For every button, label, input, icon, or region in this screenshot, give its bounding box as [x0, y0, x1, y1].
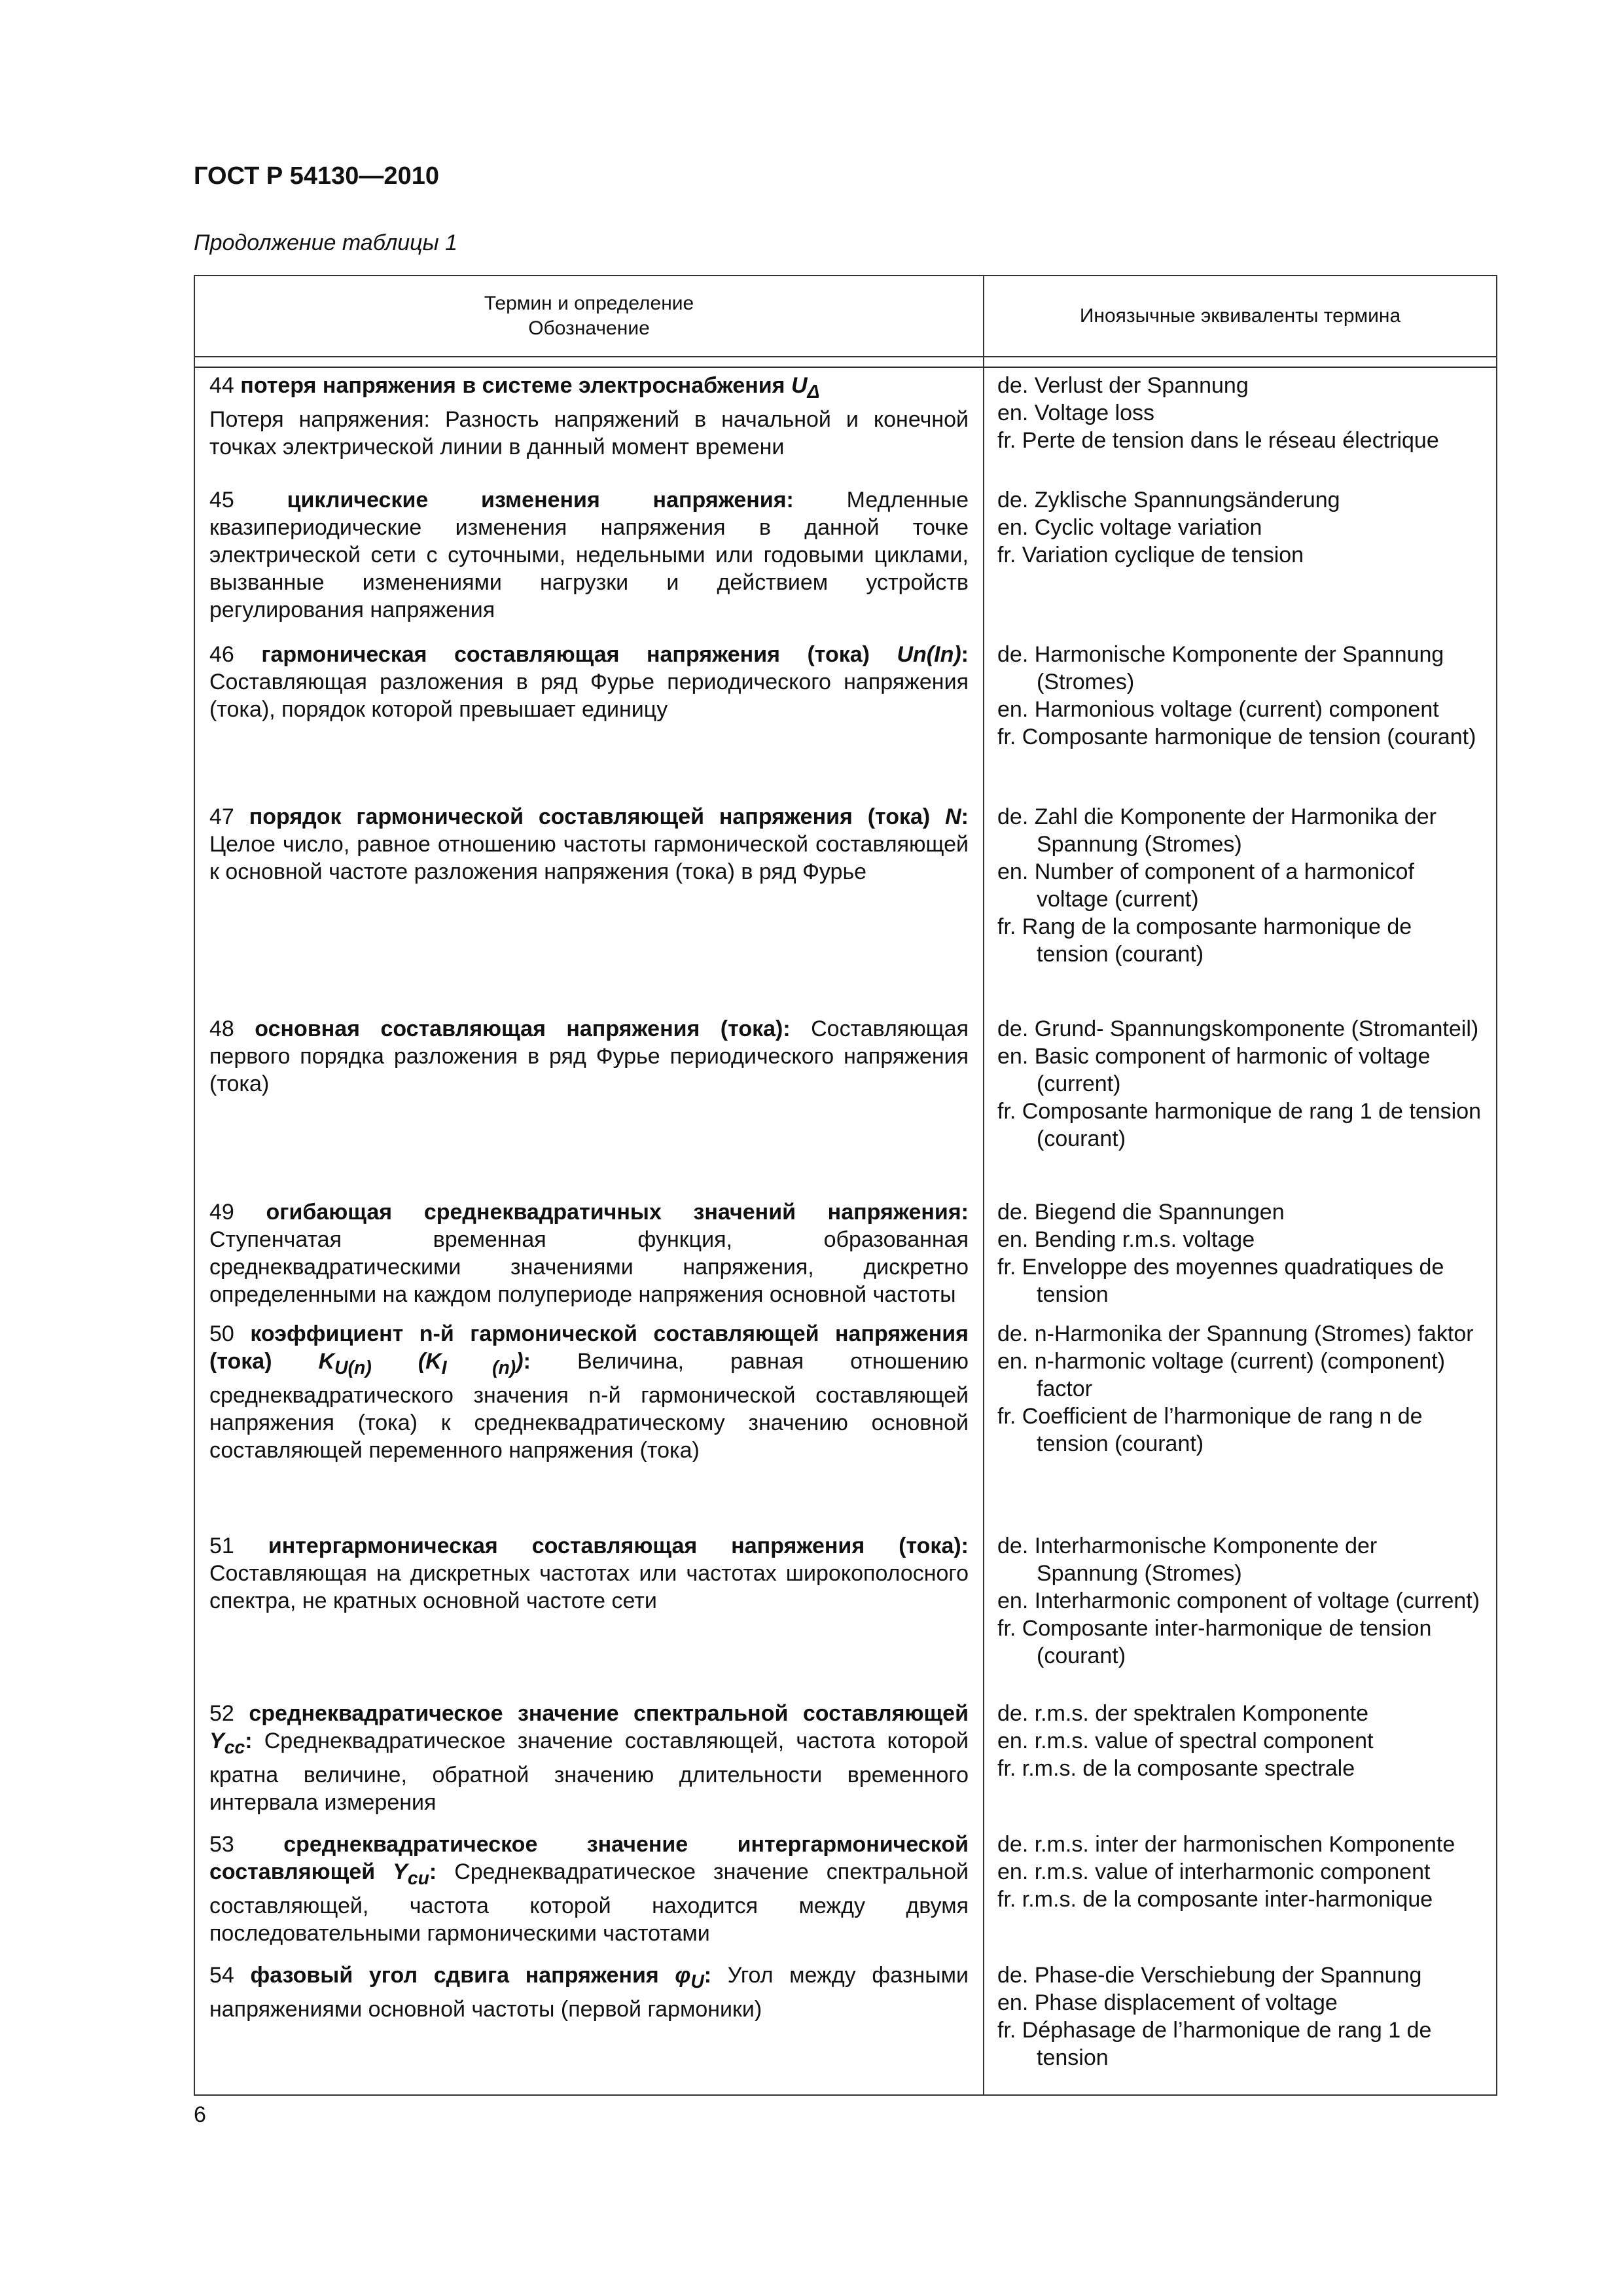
- term-header-line2: Обозначение: [528, 317, 650, 339]
- term-symbol-alt-close: ): [516, 1349, 524, 1374]
- equivalents-cell: [984, 367, 1497, 482]
- term-row: [194, 1011, 1497, 1194]
- foreign-equivalent: en. Interharmonic component of voltage (current): [997, 1588, 1480, 1613]
- term-colon: :: [704, 1963, 712, 1988]
- foreign-equivalent: de. Verlust der Spannung: [997, 373, 1249, 398]
- term-definition: Целое число, равное отношению частоты гармонической составляющей к основной частоте разложения напряжения (тока) в ряд Фурье: [209, 832, 969, 884]
- term-row: [194, 637, 1497, 799]
- term-definition: Угол между фазными напряжениями основной частоты (первой гармоники): [209, 1963, 969, 2022]
- equivalents-cell: [984, 1696, 1497, 1827]
- term-definition: Составляющая первого порядка разложения в ряд Фурье периодического напряжения (тока): [209, 1016, 969, 1096]
- equivalents-cell: [984, 1194, 1497, 1316]
- term-number: 46: [209, 642, 234, 667]
- term-row: [194, 1194, 1497, 1316]
- term-definition: Составляющая разложения в ряд Фурье периодического напряжения (тока), порядок которой превышает единицу: [209, 670, 969, 722]
- foreign-equivalent: de. r.m.s. inter der harmonischen Komponente: [997, 1832, 1455, 1857]
- term-row: [194, 482, 1497, 637]
- foreign-equivalent: fr. Perte de tension dans le réseau électrique: [997, 428, 1439, 453]
- foreign-equivalent: de. Interharmonische Komponente der Spannung (Stromes): [997, 1534, 1378, 1586]
- foreign-equivalent: en. Bending r.m.s. voltage: [997, 1227, 1255, 1252]
- term-symbol: Y: [393, 1859, 408, 1884]
- term-row: [194, 367, 1497, 482]
- term-name: основная составляющая напряжения (тока):: [255, 1016, 791, 1041]
- term-name: огибающая среднеквадратичных значений напряжения:: [266, 1200, 969, 1225]
- term-row: [194, 1316, 1497, 1528]
- term-cell: [194, 1958, 984, 2095]
- foreign-equivalent: de. Zyklische Spannungsänderung: [997, 488, 1340, 512]
- term-symbol: U: [791, 373, 808, 398]
- foreign-equivalent: fr. Coefficient de l’harmonique de rang n de tension (courant): [997, 1404, 1423, 1456]
- term-symbol-subscript: си: [407, 1867, 429, 1889]
- term-name: потеря напряжения в системе электроснабжения: [240, 373, 785, 398]
- equivalents-cell: [984, 482, 1497, 637]
- term-number: 54: [209, 1963, 234, 1988]
- table-body: [194, 367, 1497, 2095]
- foreign-equivalent: fr. r.m.s. de la composante spectrale: [997, 1756, 1355, 1781]
- equivalents-cell: [984, 1316, 1497, 1528]
- term-cell: [194, 1316, 984, 1528]
- foreign-equivalent: de. Zahl die Komponente der Harmonika der Spannung (Stromes): [997, 804, 1436, 857]
- term-row: [194, 1696, 1497, 1827]
- term-cell: [194, 799, 984, 1011]
- foreign-equivalent: en. Cyclic voltage variation: [997, 515, 1262, 540]
- term-symbol: φ: [675, 1963, 691, 1988]
- equivalents-cell: [984, 1958, 1497, 2095]
- term-cell: [194, 367, 984, 482]
- foreign-equivalent: fr. r.m.s. de la composante inter-harmonique: [997, 1887, 1433, 1912]
- term-name: коэффициент n-й гармонической составляющей напряжения (тока): [209, 1321, 969, 1374]
- term-symbol-subscript: Δ: [807, 381, 820, 403]
- foreign-equivalent: de. Phase-die Verschiebung der Spannung: [997, 1963, 1422, 1988]
- term-number: 49: [209, 1200, 234, 1225]
- page-number: 6: [194, 2102, 206, 2127]
- term-row: [194, 1958, 1497, 2095]
- foreign-equivalent: en. Number of component of a harmonicof voltage (current): [997, 859, 1414, 912]
- term-cell: [194, 1194, 984, 1316]
- term-symbol: K: [318, 1349, 335, 1374]
- term-definition: Потеря напряжения: Разность напряжений в начальной и конечной точках электрической линии в данный момент времени: [209, 406, 969, 459]
- foreign-equivalent: en. r.m.s. value of interharmonic component: [997, 1859, 1431, 1884]
- foreign-equivalent: en. r.m.s. value of spectral component: [997, 1729, 1374, 1753]
- foreign-equivalent: de. n-Harmonika der Spannung (Stromes) faktor: [997, 1321, 1474, 1346]
- foreign-equivalent: en. Harmonious voltage (current) component: [997, 697, 1439, 722]
- foreign-equivalent: de. Biegend die Spannungen: [997, 1200, 1285, 1225]
- term-colon: :: [245, 1729, 253, 1753]
- term-number: 53: [209, 1832, 234, 1857]
- term-cell: [194, 1696, 984, 1827]
- equivalents-cell: [984, 1827, 1497, 1958]
- equivalents-cell: [984, 1528, 1497, 1696]
- equivalents-cell: [984, 1011, 1497, 1194]
- term-name: среднеквадратическое значение спектральной составляющей: [249, 1701, 969, 1726]
- term-number: 52: [209, 1701, 234, 1726]
- term-name: среднеквадратическое значение интергармонической составляющей: [209, 1832, 969, 1884]
- term-definition: Медленные квазипериодические изменения напряжения в данной точке электрической сети с суточными, недельными или годовыми циклами, вызванные изменениями нагрузки и действием устройств регулирования напряжения: [209, 488, 969, 622]
- foreign-equivalent: fr. Enveloppe des moyennes quadratiques de tension: [997, 1255, 1444, 1307]
- header-separator: [194, 357, 984, 367]
- equivalents-column-header: Иноязычные эквиваленты термина: [984, 276, 1497, 357]
- header-separator: [984, 357, 1497, 367]
- terms-table: [194, 275, 1497, 2096]
- term-row: [194, 1528, 1497, 1696]
- term-column-header: [194, 276, 984, 357]
- foreign-equivalent: fr. Variation cyclique de tension: [997, 543, 1304, 567]
- foreign-equivalent: en. Basic component of harmonic of voltage (current): [997, 1044, 1431, 1096]
- term-cell: [194, 1011, 984, 1194]
- term-symbol-subscript: U(n): [334, 1357, 372, 1378]
- term-row: [194, 1827, 1497, 1958]
- term-symbol-alt: (K: [418, 1349, 442, 1374]
- term-name: циклические изменения напряжения:: [287, 488, 794, 512]
- term-name: порядок гармонической составляющей напряжения (тока): [249, 804, 931, 829]
- term-colon: :: [523, 1349, 531, 1374]
- term-header-line1: Термин и определение: [484, 293, 694, 314]
- foreign-equivalent: de. r.m.s. der spektralen Komponente: [997, 1701, 1368, 1726]
- term-definition: Среднеквадратическое значение спектральной составляющей, частота которой находится между двумя последовательными гармоническими частотами: [209, 1859, 969, 1946]
- term-colon: :: [961, 804, 969, 829]
- term-number: 50: [209, 1321, 234, 1346]
- foreign-equivalent: de. Harmonische Komponente der Spannung (Stromes): [997, 642, 1444, 694]
- term-number: 44: [209, 373, 234, 398]
- term-definition: Ступенчатая временная функция, образованная среднеквадратическими значениями напряжения, дискретно определенными на каждом полупериоде напряжения основной частоты: [209, 1227, 969, 1307]
- term-name: гармоническая составляющая напряжения (тока): [261, 642, 870, 667]
- table-continuation-caption: Продолжение таблицы 1: [194, 230, 457, 255]
- term-number: 47: [209, 804, 234, 829]
- term-row: [194, 799, 1497, 1011]
- term-definition: Составляющая на дискретных частотах или частотах широкополосного спектра, не кратных основной частоте сети: [209, 1561, 969, 1613]
- term-number: 45: [209, 488, 234, 512]
- term-name: интергармоническая составляющая напряжения (тока):: [268, 1534, 969, 1558]
- term-colon: :: [961, 642, 969, 667]
- term-symbol-alt-subscript: I (n): [441, 1357, 516, 1378]
- foreign-equivalent: en. Phase displacement of voltage: [997, 1990, 1338, 2015]
- term-cell: [194, 1528, 984, 1696]
- term-name: фазовый угол сдвига напряжения: [250, 1963, 659, 1988]
- term-symbol-subscript: U: [690, 1971, 704, 1992]
- term-number: 51: [209, 1534, 234, 1558]
- foreign-equivalent: en. Voltage loss: [997, 401, 1155, 425]
- term-cell: [194, 1827, 984, 1958]
- term-cell: [194, 637, 984, 799]
- term-symbol: N: [945, 804, 961, 829]
- foreign-equivalent: en. n-harmonic voltage (current) (component) factor: [997, 1349, 1446, 1401]
- foreign-equivalent: fr. Composante harmonique de rang 1 de tension (courant): [997, 1099, 1482, 1151]
- term-symbol: Y: [209, 1729, 224, 1753]
- equivalents-cell: [984, 799, 1497, 1011]
- term-definition: Величина, равная отношению среднеквадратического значения n-й гармонической составляющей напряжения (тока) к среднеквадратическому значению основной составляющей переменного напряжения (тока): [209, 1349, 969, 1463]
- foreign-equivalent: fr. Composante inter-harmonique de tension (courant): [997, 1616, 1432, 1668]
- foreign-equivalent: fr. Rang de la composante harmonique de tension (courant): [997, 914, 1412, 967]
- foreign-equivalent: de. Grund- Spannungskomponente (Stromanteil): [997, 1016, 1479, 1041]
- term-number: 48: [209, 1016, 234, 1041]
- equivalents-cell: [984, 637, 1497, 799]
- term-definition: Среднеквадратическое значение составляющей, частота которой кратна величине, обратной значению длительности временного интервала измерения: [209, 1729, 969, 1815]
- term-symbol: Un(In): [897, 642, 961, 667]
- term-cell: [194, 482, 984, 637]
- term-symbol-subscript: cc: [224, 1736, 245, 1758]
- term-colon: :: [429, 1859, 437, 1884]
- foreign-equivalent: fr. Déphasage de l’harmonique de rang 1 de tension: [997, 2018, 1432, 2070]
- foreign-equivalent: fr. Composante harmonique de tension (courant): [997, 725, 1476, 749]
- standard-title: ГОСТ Р 54130—2010: [194, 162, 439, 190]
